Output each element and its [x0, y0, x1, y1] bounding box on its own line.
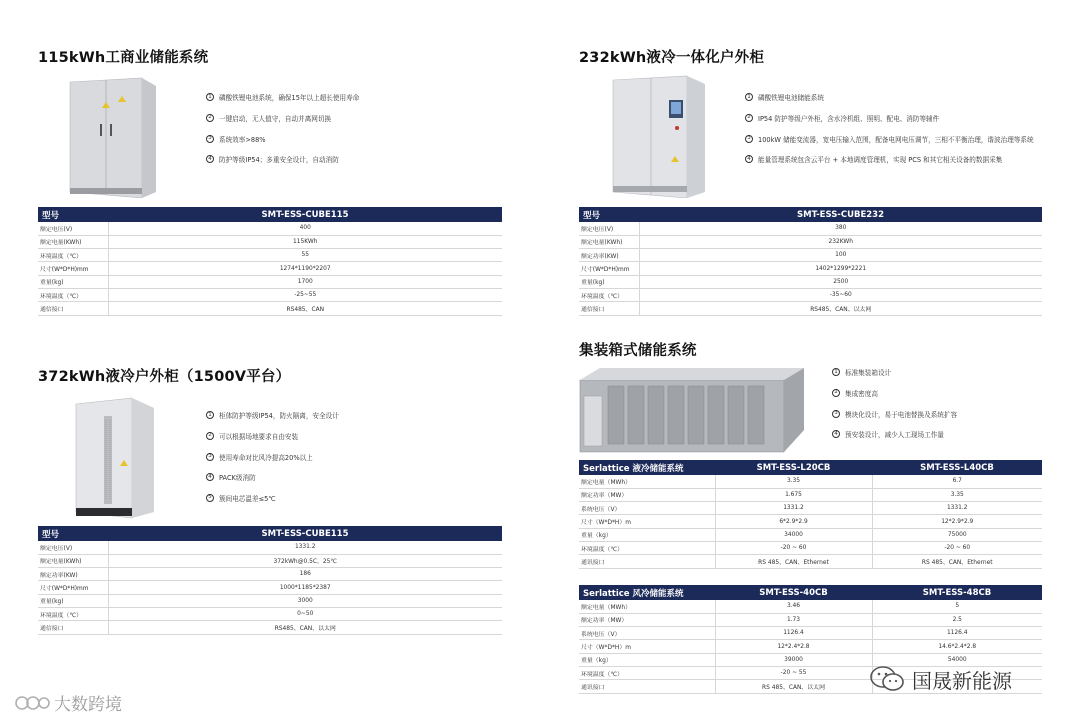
section-title-232kwh: 232kWh液冷一体化户外柜 — [579, 50, 765, 66]
feature-item: 3 模块化设计，易于电池替换及系统扩容 — [832, 403, 957, 424]
table-header-series: Serlattice 风冷储能系统 — [579, 585, 715, 600]
cabinet-372-image — [68, 396, 160, 520]
table-header-model: 型号 — [38, 207, 108, 222]
table-row: 重量(kg) 3000 — [38, 594, 502, 607]
table-row: 额定功率(KW) 100 — [579, 249, 1042, 262]
feature-item: 1 柜体防护等级IP54，防火隔离，安全设计 — [206, 405, 339, 426]
brand-logo-icon — [14, 692, 50, 714]
table-row: 环境温度（℃） -20 ~ 55 — [579, 666, 1042, 679]
feature-item: 1 磷酸铁锂电池储能系统 — [745, 87, 1034, 108]
spec-table-232kwh — [579, 207, 1042, 316]
features-232kwh — [745, 87, 1034, 170]
table-row: 重量（kg） 39000 54000 — [579, 653, 1042, 666]
feature-item: 3 系统效率>88% — [206, 128, 359, 149]
table-header-model-a: SMT-ESS-40CB — [715, 585, 872, 600]
table-row: 环境温度（℃） -25~55 — [38, 288, 502, 301]
watermark-right — [868, 664, 1012, 694]
section-title-115kwh: 115kWh工商业储能系统 — [38, 50, 209, 66]
table-header-model-b: SMT-ESS-48CB — [872, 585, 1042, 600]
table-row: 系统电压（V） 1331.2 1331.2 — [579, 502, 1042, 515]
spec-table-372kwh — [38, 526, 502, 635]
table-row: 尺寸(W*D*H)mm 1000*1185*2387 — [38, 581, 502, 594]
features-372kwh — [206, 405, 339, 508]
section-title-container: 集装箱式储能系统 — [579, 343, 697, 359]
table-row: 额定电量（MWh） 3.35 6.7 — [579, 475, 1042, 488]
feature-item: 2 一键启动，无人值守，自动并离网切换 — [206, 108, 359, 129]
feature-item: 4 防护等级IP54；多重安全设计，自动消防 — [206, 149, 359, 170]
features-container — [832, 362, 957, 445]
table-header-model: 型号 — [579, 207, 639, 222]
cabinet-232-image — [605, 74, 710, 198]
table-row: 重量（kg） 34000 75000 — [579, 528, 1042, 541]
table-row: 尺寸（W*D*H）m 6*2.9*2.9 12*2.9*2.9 — [579, 515, 1042, 528]
feature-item: 3 使用寿命对比风冷提高20%以上 — [206, 446, 339, 467]
spec-table-115kwh — [38, 207, 502, 316]
table-row: 尺寸（W*D*H）m 12*2.4*2.8 14.6*2.4*2.8 — [579, 640, 1042, 653]
table-row: 额定功率（MW） 1.73 2.5 — [579, 613, 1042, 626]
feature-item: 4 PACK级消防 — [206, 467, 339, 488]
table-row: 尺寸(W*D*H)mm 1274*1190*2207 — [38, 262, 502, 275]
spec-table-liquid-cooled — [579, 460, 1042, 569]
table-header-model-a: SMT-ESS-L20CB — [715, 460, 872, 475]
table-row: 额定电量(KWh) 372kWh@0.5C，25℃ — [38, 554, 502, 567]
feature-item: 1 磷酸铁锂电池系统，确保15年以上超长使用寿命 — [206, 87, 359, 108]
table-row: 环境温度（℃） -20 ~ 60 -20 ~ 60 — [579, 541, 1042, 554]
table-row: 系统电压（V） 1126.4 1126.4 — [579, 627, 1042, 640]
watermark-left — [14, 690, 122, 715]
table-row: 额定电压(V) 1331.2 — [38, 541, 502, 554]
table-row: 重量(kg) 2500 — [579, 275, 1042, 288]
feature-item: 5 簇间电芯温差≤5℃ — [206, 488, 339, 509]
feature-item: 2 IP54 防护等级户外柜，含水冷机组、照明、配电、消防等辅件 — [745, 108, 1034, 129]
table-row: 通信接口 RS485、CAN — [38, 302, 502, 315]
table-header-model: 型号 — [38, 526, 108, 541]
features-115kwh — [206, 87, 359, 170]
feature-item: 4 能量管理系统包含云平台 + 本地调度管理机，实现 PCS 和其它相关设备的数据采集 — [745, 149, 1034, 170]
table-row: 环境温度（℃） 55 — [38, 249, 502, 262]
table-row: 通讯接口 RS 485、CAN、Ethernet RS 485、CAN、Ethernet — [579, 555, 1042, 568]
watermark-left-text: 大数跨境 — [54, 695, 122, 715]
table-row: 额定功率(KW) 186 — [38, 568, 502, 581]
table-row: 额定电量(KWh) 232KWh — [579, 235, 1042, 248]
feature-item: 1 标准集装箱设计 — [832, 362, 957, 383]
table-header-value: SMT-ESS-CUBE115 — [108, 207, 502, 222]
feature-item: 4 预安装设计，减少人工现场工作量 — [832, 424, 957, 445]
table-row: 环境温度（℃） 0~50 — [38, 607, 502, 620]
feature-item: 2 可以根据场地要求自由安装 — [206, 426, 339, 447]
table-row: 额定电量（MWh） 3.46 5 — [579, 600, 1042, 613]
table-row: 通讯接口 RS 485、CAN、以太网 — [579, 680, 1042, 693]
watermark-right-text: 国晟新能源 — [912, 668, 1012, 693]
table-header-value: SMT-ESS-CUBE115 — [108, 526, 502, 541]
feature-item: 2 集成密度高 — [832, 383, 957, 404]
feature-item: 3 100kW 储能变流器，宽电压输入范围，配备电网电压调节，三相不平衡治理，谐波治理等系统 — [745, 128, 1034, 149]
table-row: 环境温度（℃） -35~60 — [579, 288, 1042, 301]
table-header-value: SMT-ESS-CUBE232 — [639, 207, 1042, 222]
table-row: 重量(kg) 1700 — [38, 275, 502, 288]
table-row: 通信接口 RS485、CAN、以太网 — [38, 621, 502, 634]
table-header-model-b: SMT-ESS-L40CB — [872, 460, 1042, 475]
container-image — [578, 366, 806, 454]
table-row: 通信接口 RS485、CAN、以太网 — [579, 302, 1042, 315]
cabinet-115-image — [66, 74, 158, 198]
table-header-series: Serlattice 液冷储能系统 — [579, 460, 715, 475]
table-row: 额定电量(KWh) 115KWh — [38, 235, 502, 248]
table-row: 额定电压(V) 400 — [38, 222, 502, 235]
section-title-372kwh: 372kWh液冷户外柜（1500V平台） — [38, 369, 291, 385]
wechat-icon — [868, 664, 906, 694]
table-row: 额定功率（MW） 1.675 3.35 — [579, 488, 1042, 501]
table-row: 尺寸(W*D*H)mm 1402*1299*2221 — [579, 262, 1042, 275]
table-row: 额定电压(V) 380 — [579, 222, 1042, 235]
